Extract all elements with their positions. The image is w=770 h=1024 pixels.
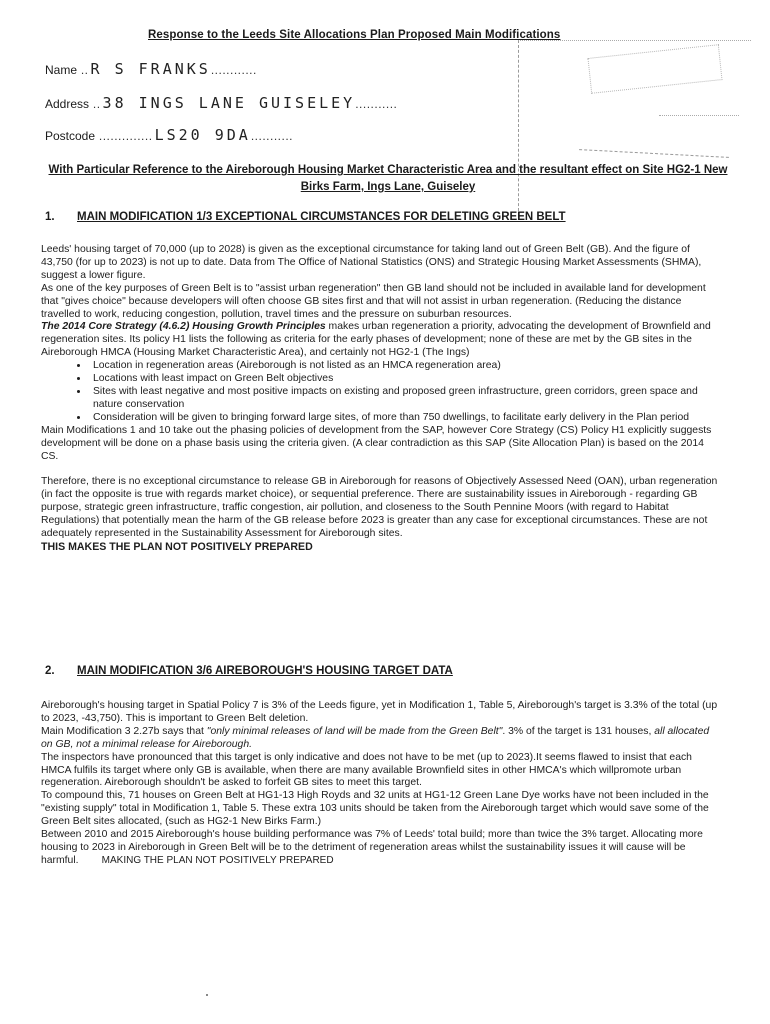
- paragraph: [41, 726, 721, 752]
- section-2-body: [41, 700, 721, 868]
- paragraph: [41, 829, 721, 868]
- quotation: "only minimal releases of land will be made from the Green Belt": [206, 725, 503, 737]
- dotted-line: ............: [210, 63, 257, 77]
- dotted-line: ...........: [250, 129, 293, 143]
- postcode-value: LS20 9DA: [154, 126, 251, 144]
- paragraph: The inspectors have pronounced that this target is only indicative and does not have to be met (up to 2023).It seems flawed to insist that each HMCA fulfils its target where only GB is available, when there are many available Brownfield sites in other HMCA's which willpromote urban regeneration. Aireborough shouldn't be asked to forfeit GB sites to meet this target.: [41, 751, 692, 789]
- paragraph-text: . 3% of the target is 131 houses,: [502, 725, 655, 737]
- list-item: • Sites with least negative and most positive impacts on existing and proposed green infrastructure, green corridors, green space and nature conservation: [89, 386, 721, 412]
- section-title: MAIN MODIFICATION 1/3 EXCEPTIONAL CIRCUMSTANCES FOR DELETING GREEN BELT: [77, 211, 566, 223]
- reference-subheading: With Particular Reference to the Aireborough Housing Market Characteristic Area and the resultant effect on Site HG2-1 New Birks Farm, Ings Lane, Guiseley: [48, 164, 728, 193]
- address-field: [45, 94, 397, 112]
- stamp-line: [579, 149, 729, 158]
- section-conclusion: MAKING THE PLAN NOT POSITIVELY PREPARED: [101, 854, 334, 866]
- stamp-line: [659, 115, 739, 116]
- paragraph-text: Main Modification 3 2.27b says that: [41, 725, 207, 737]
- section-number: 2.: [45, 665, 55, 677]
- scan-speck: [206, 994, 208, 996]
- section-1-heading: [45, 211, 566, 223]
- document-title: Response to the Leeds Site Allocations Plan Proposed Main Modifications: [148, 29, 561, 41]
- paragraph-text: Between 2010 and 2015 Aireborough's house building performance was 7% of Leeds' total build; more than twice the 3% target. Allocating more housing to 2023 in Aireborough in Green Belt will be to the detriment of regeneration areas whilst the sustainability issues it will cause will be harmful.: [41, 829, 703, 866]
- section-2-heading: [45, 665, 453, 677]
- postcode-label: Postcode: [45, 129, 96, 143]
- section-number: 1.: [45, 211, 55, 223]
- address-label: Address: [45, 97, 90, 111]
- paragraph: To compound this, 71 houses on Green Belt at HG1-13 High Royds and 32 units at HG1-12 Green Lane Dye works have not been included in the "existing supply" total in Modification 1, Table 5. These extra 103 units should be taken from the Aireborough target which would save some of the Green Belt sites allocated, (such as HG2-1 New Birks Farm.): [41, 790, 709, 828]
- list-item: • Locations with least impact on Green Belt objectives: [89, 373, 721, 386]
- address-value: 38 INGS LANE GUISELEY: [102, 94, 356, 112]
- paragraph-text: makes urban regeneration a priority, advocating the development of Brownfield and regeneration sites. Its policy H1 lists the following as criteria for the early phases of development; none of these are met by the GB sites in the Aireborough HMCA (Housing Market Characteristic Area), and certainly not HG2-1 (The Ings): [41, 321, 711, 359]
- dotted-line: ..............: [95, 129, 153, 143]
- paragraph: Aireborough's housing target in Spatial Policy 7 is 3% of the Leeds figure, yet in Modification 1, Table 5, Aireborough's target is 3.3% of the total (up to 2023, -43,750). This is important to Green Belt deletion.: [41, 700, 718, 724]
- dotted-line: ..: [77, 63, 89, 77]
- section-conclusion: THIS MAKES THE PLAN NOT POSITIVELY PREPARED: [41, 540, 313, 553]
- dotted-line: ...........: [355, 97, 398, 111]
- name-field: [45, 60, 257, 78]
- list-item: • Location in regeneration areas (Aireborough is not listed as an HMCA regeneration area): [89, 360, 721, 373]
- paragraph: [41, 321, 721, 360]
- dotted-line: ..: [89, 97, 101, 111]
- paragraph: Main Modifications 1 and 10 take out the phasing policies of development from the SAP, however Core Strategy (CS) Policy H1 explicitly suggests development will be done on a phase basis using the criteria given. (A clear contradiction as this SAP (Site Allocation Plan) is based on the 2014 CS.: [41, 424, 712, 462]
- section-title: MAIN MODIFICATION 3/6 AIREBOROUGH'S HOUSING TARGET DATA: [77, 665, 453, 677]
- paragraph: Therefore, there is no exceptional circumstance to release GB in Aireborough for reasons of Objectively Assessed Need (OAN), urban regeneration (in fact the opposite is true with regards market choice), or sequential preference. There are sustainability issues in Aireborough - regarding GB purpose, strategic green infrastructure, traffic congestion, air pollution, and closeness to the South Pennine Moors (with regard to Habitat Regulations) that potentially mean the harm of the GB release before 2023 is greater than any case for exceptional circumstances. These are not adequately represented in the Sustainability Assessment for Aireborough sites.: [41, 476, 718, 540]
- policy-reference: The 2014 Core Strategy (4.6.2) Housing Growth Principles: [41, 321, 326, 333]
- paragraph: As one of the key purposes of Green Belt is to "assist urban regeneration" then GB land should not be included in available land for development that "gives choice" because developers will often choose GB sites first and that will not assist in urban regeneration. (Reducing the distance travelled to work, reducing congestion, pollution, travel times and the pressure on suburban resources.: [41, 282, 706, 320]
- name-value: R S FRANKS: [90, 60, 211, 78]
- list-item: • Consideration will be given to bringing forward large sites, of more than 750 dwellings, to facilitate early delivery in the Plan period: [89, 412, 721, 425]
- criteria-list: [41, 360, 721, 425]
- paragraph: Leeds' housing target of 70,000 (up to 2028) is given as the exceptional circumstance for taking land out of Green Belt (GB). And the figure of 43,750 (for up to 2023) is not up to date. Data from The Office of National Statistics (ONS) and Strategic Housing Market Assessments (SHMA), suggest a lower figure.: [41, 244, 702, 281]
- name-label: Name: [45, 63, 78, 77]
- section-1-body: [41, 244, 721, 554]
- stamp-box: [587, 44, 722, 94]
- emphasis-text: all allocated on GB, not a minimal release for Aireborough.: [41, 725, 710, 750]
- postcode-field: [45, 126, 293, 144]
